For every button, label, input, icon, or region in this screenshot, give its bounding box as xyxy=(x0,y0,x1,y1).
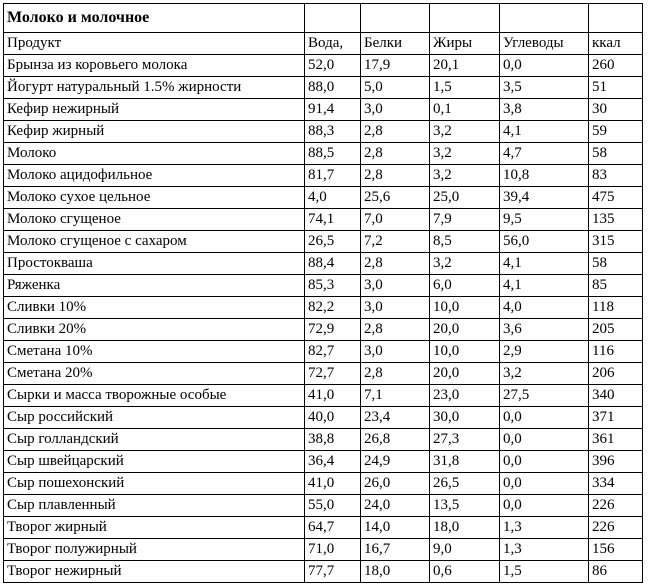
carbs-cell: 0,0 xyxy=(500,451,589,473)
water-cell: 82,7 xyxy=(305,341,361,363)
title-empty-cell xyxy=(430,4,500,33)
table-row xyxy=(4,187,643,209)
kcal-cell: 58 xyxy=(589,143,643,165)
carbs-cell: 1,5 xyxy=(500,561,589,583)
product-cell: Сметана 10% xyxy=(4,341,305,363)
water-cell: 38,8 xyxy=(305,429,361,451)
kcal-cell: 371 xyxy=(589,407,643,429)
protein-cell: 7,2 xyxy=(361,231,430,253)
water-cell: 72,9 xyxy=(305,319,361,341)
water-cell: 88,3 xyxy=(305,121,361,143)
kcal-cell: 206 xyxy=(589,363,643,385)
carbs-cell: 4,1 xyxy=(500,253,589,275)
table-row xyxy=(4,165,643,187)
water-cell: 88,0 xyxy=(305,77,361,99)
product-cell: Молоко xyxy=(4,143,305,165)
table-row xyxy=(4,473,643,495)
product-cell: Творог жирный xyxy=(4,517,305,539)
kcal-cell: 361 xyxy=(589,429,643,451)
protein-cell: 23,4 xyxy=(361,407,430,429)
protein-cell: 3,0 xyxy=(361,341,430,363)
table-row xyxy=(4,363,643,385)
product-cell: Молоко ацидофильное xyxy=(4,165,305,187)
header-protein: Белки xyxy=(361,33,430,55)
fat-cell: 10,0 xyxy=(430,341,500,363)
carbs-cell: 1,3 xyxy=(500,517,589,539)
water-cell: 55,0 xyxy=(305,495,361,517)
water-cell: 41,0 xyxy=(305,473,361,495)
table-row xyxy=(4,297,643,319)
protein-cell: 7,0 xyxy=(361,209,430,231)
protein-cell: 24,0 xyxy=(361,495,430,517)
product-cell: Сыр пошехонский xyxy=(4,473,305,495)
product-cell: Молоко сухое цельное xyxy=(4,187,305,209)
fat-cell: 13,5 xyxy=(430,495,500,517)
table-row xyxy=(4,121,643,143)
fat-cell: 23,0 xyxy=(430,385,500,407)
product-cell: Сыр плавленный xyxy=(4,495,305,517)
water-cell: 26,5 xyxy=(305,231,361,253)
product-cell: Сыр голландский xyxy=(4,429,305,451)
protein-cell: 2,8 xyxy=(361,165,430,187)
carbs-cell: 0,0 xyxy=(500,429,589,451)
kcal-cell: 85 xyxy=(589,275,643,297)
table-row xyxy=(4,209,643,231)
carbs-cell: 56,0 xyxy=(500,231,589,253)
kcal-cell: 340 xyxy=(589,385,643,407)
carbs-cell: 0,0 xyxy=(500,55,589,77)
kcal-cell: 334 xyxy=(589,473,643,495)
title-empty-cell xyxy=(589,4,643,33)
fat-cell: 20,1 xyxy=(430,55,500,77)
kcal-cell: 86 xyxy=(589,561,643,583)
water-cell: 82,2 xyxy=(305,297,361,319)
protein-cell: 26,8 xyxy=(361,429,430,451)
fat-cell: 0,6 xyxy=(430,561,500,583)
carbs-cell: 10,8 xyxy=(500,165,589,187)
water-cell: 77,7 xyxy=(305,561,361,583)
product-cell: Молоко сгущеное xyxy=(4,209,305,231)
protein-cell: 26,0 xyxy=(361,473,430,495)
water-cell: 85,3 xyxy=(305,275,361,297)
header-row xyxy=(4,33,643,55)
fat-cell: 30,0 xyxy=(430,407,500,429)
fat-cell: 3,2 xyxy=(430,253,500,275)
product-cell: Кефир жирный xyxy=(4,121,305,143)
protein-cell: 18,0 xyxy=(361,561,430,583)
water-cell: 91,4 xyxy=(305,99,361,121)
title-row xyxy=(4,4,643,33)
carbs-cell: 4,0 xyxy=(500,297,589,319)
water-cell: 71,0 xyxy=(305,539,361,561)
water-cell: 81,7 xyxy=(305,165,361,187)
kcal-cell: 30 xyxy=(589,99,643,121)
table-row xyxy=(4,451,643,473)
protein-cell: 17,9 xyxy=(361,55,430,77)
water-cell: 64,7 xyxy=(305,517,361,539)
nutrition-table xyxy=(3,3,643,583)
water-cell: 40,0 xyxy=(305,407,361,429)
product-cell: Творог полужирный xyxy=(4,539,305,561)
product-cell: Ряженка xyxy=(4,275,305,297)
carbs-cell: 39,4 xyxy=(500,187,589,209)
protein-cell: 2,8 xyxy=(361,253,430,275)
water-cell: 52,0 xyxy=(305,55,361,77)
carbs-cell: 0,0 xyxy=(500,407,589,429)
table-row xyxy=(4,253,643,275)
kcal-cell: 51 xyxy=(589,77,643,99)
protein-cell: 2,8 xyxy=(361,121,430,143)
product-cell: Сметана 20% xyxy=(4,363,305,385)
title-empty-cell xyxy=(305,4,361,33)
carbs-cell: 4,1 xyxy=(500,275,589,297)
protein-cell: 5,0 xyxy=(361,77,430,99)
protein-cell: 7,1 xyxy=(361,385,430,407)
kcal-cell: 226 xyxy=(589,517,643,539)
carbs-cell: 0,0 xyxy=(500,495,589,517)
product-cell: Простокваша xyxy=(4,253,305,275)
water-cell: 4,0 xyxy=(305,187,361,209)
product-cell: Сыр российский xyxy=(4,407,305,429)
kcal-cell: 226 xyxy=(589,495,643,517)
kcal-cell: 59 xyxy=(589,121,643,143)
protein-cell: 25,6 xyxy=(361,187,430,209)
kcal-cell: 156 xyxy=(589,539,643,561)
carbs-cell: 3,8 xyxy=(500,99,589,121)
water-cell: 88,4 xyxy=(305,253,361,275)
kcal-cell: 315 xyxy=(589,231,643,253)
product-cell: Творог нежирный xyxy=(4,561,305,583)
table-row xyxy=(4,275,643,297)
fat-cell: 9,0 xyxy=(430,539,500,561)
kcal-cell: 205 xyxy=(589,319,643,341)
product-cell: Йогурт натуральный 1.5% жирности xyxy=(4,77,305,99)
protein-cell: 24,9 xyxy=(361,451,430,473)
product-cell: Сливки 20% xyxy=(4,319,305,341)
table-row xyxy=(4,517,643,539)
header-kcal: ккал xyxy=(589,33,643,55)
protein-cell: 2,8 xyxy=(361,319,430,341)
protein-cell: 2,8 xyxy=(361,363,430,385)
table-row xyxy=(4,231,643,253)
table-row xyxy=(4,77,643,99)
carbs-cell: 3,2 xyxy=(500,363,589,385)
table-row xyxy=(4,143,643,165)
water-cell: 72,7 xyxy=(305,363,361,385)
table-row xyxy=(4,341,643,363)
table-body xyxy=(4,4,643,583)
carbs-cell: 3,5 xyxy=(500,77,589,99)
protein-cell: 3,0 xyxy=(361,297,430,319)
product-cell: Сырки и масса творожные особые xyxy=(4,385,305,407)
fat-cell: 26,5 xyxy=(430,473,500,495)
protein-cell: 16,7 xyxy=(361,539,430,561)
fat-cell: 8,5 xyxy=(430,231,500,253)
carbs-cell: 4,1 xyxy=(500,121,589,143)
carbs-cell: 2,9 xyxy=(500,341,589,363)
carbs-cell: 4,7 xyxy=(500,143,589,165)
protein-cell: 3,0 xyxy=(361,99,430,121)
water-cell: 41,0 xyxy=(305,385,361,407)
water-cell: 36,4 xyxy=(305,451,361,473)
fat-cell: 20,0 xyxy=(430,319,500,341)
fat-cell: 3,2 xyxy=(430,143,500,165)
product-cell: Кефир нежирный xyxy=(4,99,305,121)
water-cell: 74,1 xyxy=(305,209,361,231)
product-cell: Молоко сгущеное с сахаром xyxy=(4,231,305,253)
fat-cell: 31,8 xyxy=(430,451,500,473)
fat-cell: 3,2 xyxy=(430,165,500,187)
kcal-cell: 475 xyxy=(589,187,643,209)
fat-cell: 3,2 xyxy=(430,121,500,143)
kcal-cell: 116 xyxy=(589,341,643,363)
header-carbs: Углеводы xyxy=(500,33,589,55)
kcal-cell: 118 xyxy=(589,297,643,319)
header-product: Продукт xyxy=(4,33,305,55)
title-empty-cell xyxy=(500,4,589,33)
kcal-cell: 260 xyxy=(589,55,643,77)
kcal-cell: 396 xyxy=(589,451,643,473)
fat-cell: 7,9 xyxy=(430,209,500,231)
table-row xyxy=(4,55,643,77)
fat-cell: 10,0 xyxy=(430,297,500,319)
table-row xyxy=(4,407,643,429)
table-row xyxy=(4,495,643,517)
protein-cell: 3,0 xyxy=(361,275,430,297)
table-row xyxy=(4,561,643,583)
title-empty-cell xyxy=(361,4,430,33)
fat-cell: 25,0 xyxy=(430,187,500,209)
table-row xyxy=(4,319,643,341)
carbs-cell: 27,5 xyxy=(500,385,589,407)
protein-cell: 2,8 xyxy=(361,143,430,165)
fat-cell: 18,0 xyxy=(430,517,500,539)
kcal-cell: 83 xyxy=(589,165,643,187)
fat-cell: 20,0 xyxy=(430,363,500,385)
header-water: Вода, xyxy=(305,33,361,55)
carbs-cell: 9,5 xyxy=(500,209,589,231)
water-cell: 88,5 xyxy=(305,143,361,165)
product-cell: Брынза из коровьего молока xyxy=(4,55,305,77)
fat-cell: 0,1 xyxy=(430,99,500,121)
header-fat: Жиры xyxy=(430,33,500,55)
fat-cell: 6,0 xyxy=(430,275,500,297)
table-row xyxy=(4,429,643,451)
fat-cell: 1,5 xyxy=(430,77,500,99)
carbs-cell: 0,0 xyxy=(500,473,589,495)
table-row xyxy=(4,539,643,561)
fat-cell: 27,3 xyxy=(430,429,500,451)
protein-cell: 14,0 xyxy=(361,517,430,539)
carbs-cell: 1,3 xyxy=(500,539,589,561)
product-cell: Сыр швейцарский xyxy=(4,451,305,473)
table-row xyxy=(4,385,643,407)
product-cell: Сливки 10% xyxy=(4,297,305,319)
table-title: Молоко и молочное xyxy=(4,4,305,33)
carbs-cell: 3,6 xyxy=(500,319,589,341)
kcal-cell: 58 xyxy=(589,253,643,275)
kcal-cell: 135 xyxy=(589,209,643,231)
table-row xyxy=(4,99,643,121)
